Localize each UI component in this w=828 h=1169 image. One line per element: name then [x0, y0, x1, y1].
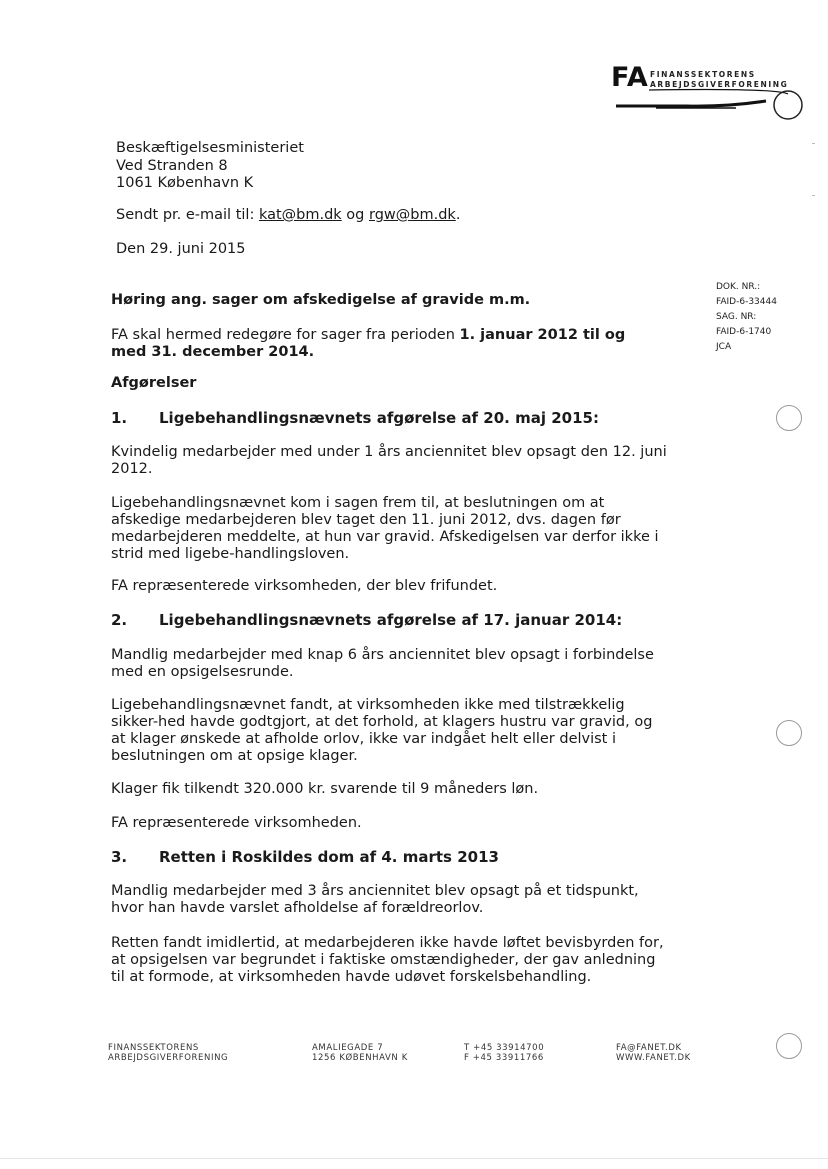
margin-mark [812, 195, 815, 196]
case-number: 3. [111, 848, 128, 866]
logo-line-1: FINANSSEKTORENS [650, 70, 756, 79]
case-2-paragraph-2: Ligebehandlingsnævnet fandt, at virksomheden ikke med tilstrækkelig sikker-hed havde godtgjort, at det forhold, at klagers hustru var gravid, og at klager ønskede at afholde orlov, ikke var indgået helt eller delvist i beslutningen om at opsige klager. [111, 697, 653, 764]
margin-mark [812, 143, 815, 144]
case-2-paragraph-1: Mandlig medarbejder med knap 6 års anciennitet blev opsagt i forbindelse med en opsigelsesrunde. [111, 647, 654, 680]
recipient-address [116, 140, 304, 193]
initials: JCA [716, 342, 732, 352]
recipient-street: Ved Stranden 8 [116, 157, 228, 174]
case-3-paragraph-2: Retten fandt imidlertid, at medarbejderen ikke havde løftet bevisbyrden for, at opsigelsen var begrundet i faktiske omstændigheder, der gav anledning til at formode, at virksomheden havde udøvet forskelsbehandling. [111, 935, 664, 985]
case-3-heading [111, 849, 671, 866]
case-2-heading [111, 612, 671, 629]
recipient-city: 1061 København K [116, 175, 254, 191]
case-1-paragraph-2: Ligebehandlingsnævnet kom i sagen frem til, at beslutningen om at afskedige medarbejderen blev taget den 11. juni 2012, dvs. dagen før medarbejderen meddelte, at hun var gravid. Afskedigelsen var derfor ikke i strid med ligebe-handlingsloven. [111, 495, 659, 562]
letter-title: Høring ang. sager om afskedigelse af gravide m.m. [111, 292, 531, 308]
recipient-name: Beskæftigelsesministeriet [116, 140, 304, 156]
case-number: 2. [111, 611, 128, 629]
footer-org-line-2: ARBEJDSGIVERFORENING [108, 1053, 229, 1063]
intro-paragraph [111, 327, 656, 361]
decisions-heading: Afgørelser [111, 375, 197, 391]
sag-label: SAG. NR: [716, 312, 757, 322]
footer-fax: F +45 33911766 [464, 1053, 544, 1063]
footer-organization [108, 1043, 228, 1063]
footer-contact [616, 1043, 691, 1063]
letter-date: Den 29. juni 2015 [116, 241, 246, 257]
sent-prefix: Sendt pr. e-mail til: [116, 207, 259, 223]
case-title: Retten i Roskildes dom af 4. marts 2013 [159, 848, 499, 866]
dok-label: DOK. NR.: [716, 282, 761, 292]
page-edge-divider [0, 1158, 828, 1159]
footer-email-link[interactable]: FA@FANET.DK [616, 1043, 682, 1053]
punch-hole-icon [776, 405, 802, 431]
case-title: Ligebehandlingsnævnets afgørelse af 20. maj 2015: [159, 409, 599, 427]
case-title: Ligebehandlingsnævnets afgørelse af 17. januar 2014: [159, 611, 623, 629]
case-1-paragraph-3: FA repræsenterede virksomheden, der blev frifundet. [111, 578, 498, 594]
sent-joiner: og [341, 207, 369, 223]
logo-line-2: ARBEJDSGIVERFORENING [650, 80, 789, 89]
punch-hole-icon [776, 1033, 802, 1059]
email-link-rgw[interactable]: rgw@bm.dk [369, 207, 456, 223]
intro-period: 1. januar 2012 til og med 31. december 2014. [111, 327, 626, 360]
logo-swoosh-icon [616, 86, 806, 122]
footer-street: AMALIEGADE 7 [312, 1043, 384, 1053]
footer-phone [464, 1043, 544, 1063]
intro-text: FA skal hermed redegøre for sager fra perioden [111, 327, 460, 343]
email-link-kat[interactable]: kat@bm.dk [258, 207, 342, 223]
case-2-paragraph-3: Klager fik tilkendt 320.000 kr. svarende til 9 måneders løn. [111, 781, 539, 797]
footer-city: 1256 KØBENHAVN K [312, 1053, 408, 1063]
sent-by-email-line [116, 207, 460, 224]
dok-value: FAID-6-33444 [716, 297, 777, 307]
footer-address [312, 1043, 408, 1063]
footer-telephone: T +45 33914700 [464, 1043, 545, 1053]
sag-value: FAID-6-1740 [716, 327, 772, 337]
document-reference [716, 280, 777, 355]
case-number: 1. [111, 409, 128, 427]
case-3-paragraph-1: Mandlig medarbejder med 3 års anciennitet blev opsagt på et tidspunkt, hvor han havde varslet afholdelse af forældreorlov. [111, 883, 639, 916]
footer-org-line-1: FINANSSEKTORENS [108, 1043, 199, 1053]
logo-letters: FA [611, 62, 649, 93]
footer-web-link[interactable]: WWW.FANET.DK [616, 1053, 691, 1063]
case-1-heading [111, 410, 671, 427]
case-1-paragraph-1: Kvindelig medarbejder med under 1 års anciennitet blev opsagt den 12. juni 2012. [111, 444, 667, 477]
sent-suffix: . [455, 207, 461, 223]
case-2-paragraph-4: FA repræsenterede virksomheden. [111, 815, 362, 831]
punch-hole-icon [776, 720, 802, 746]
